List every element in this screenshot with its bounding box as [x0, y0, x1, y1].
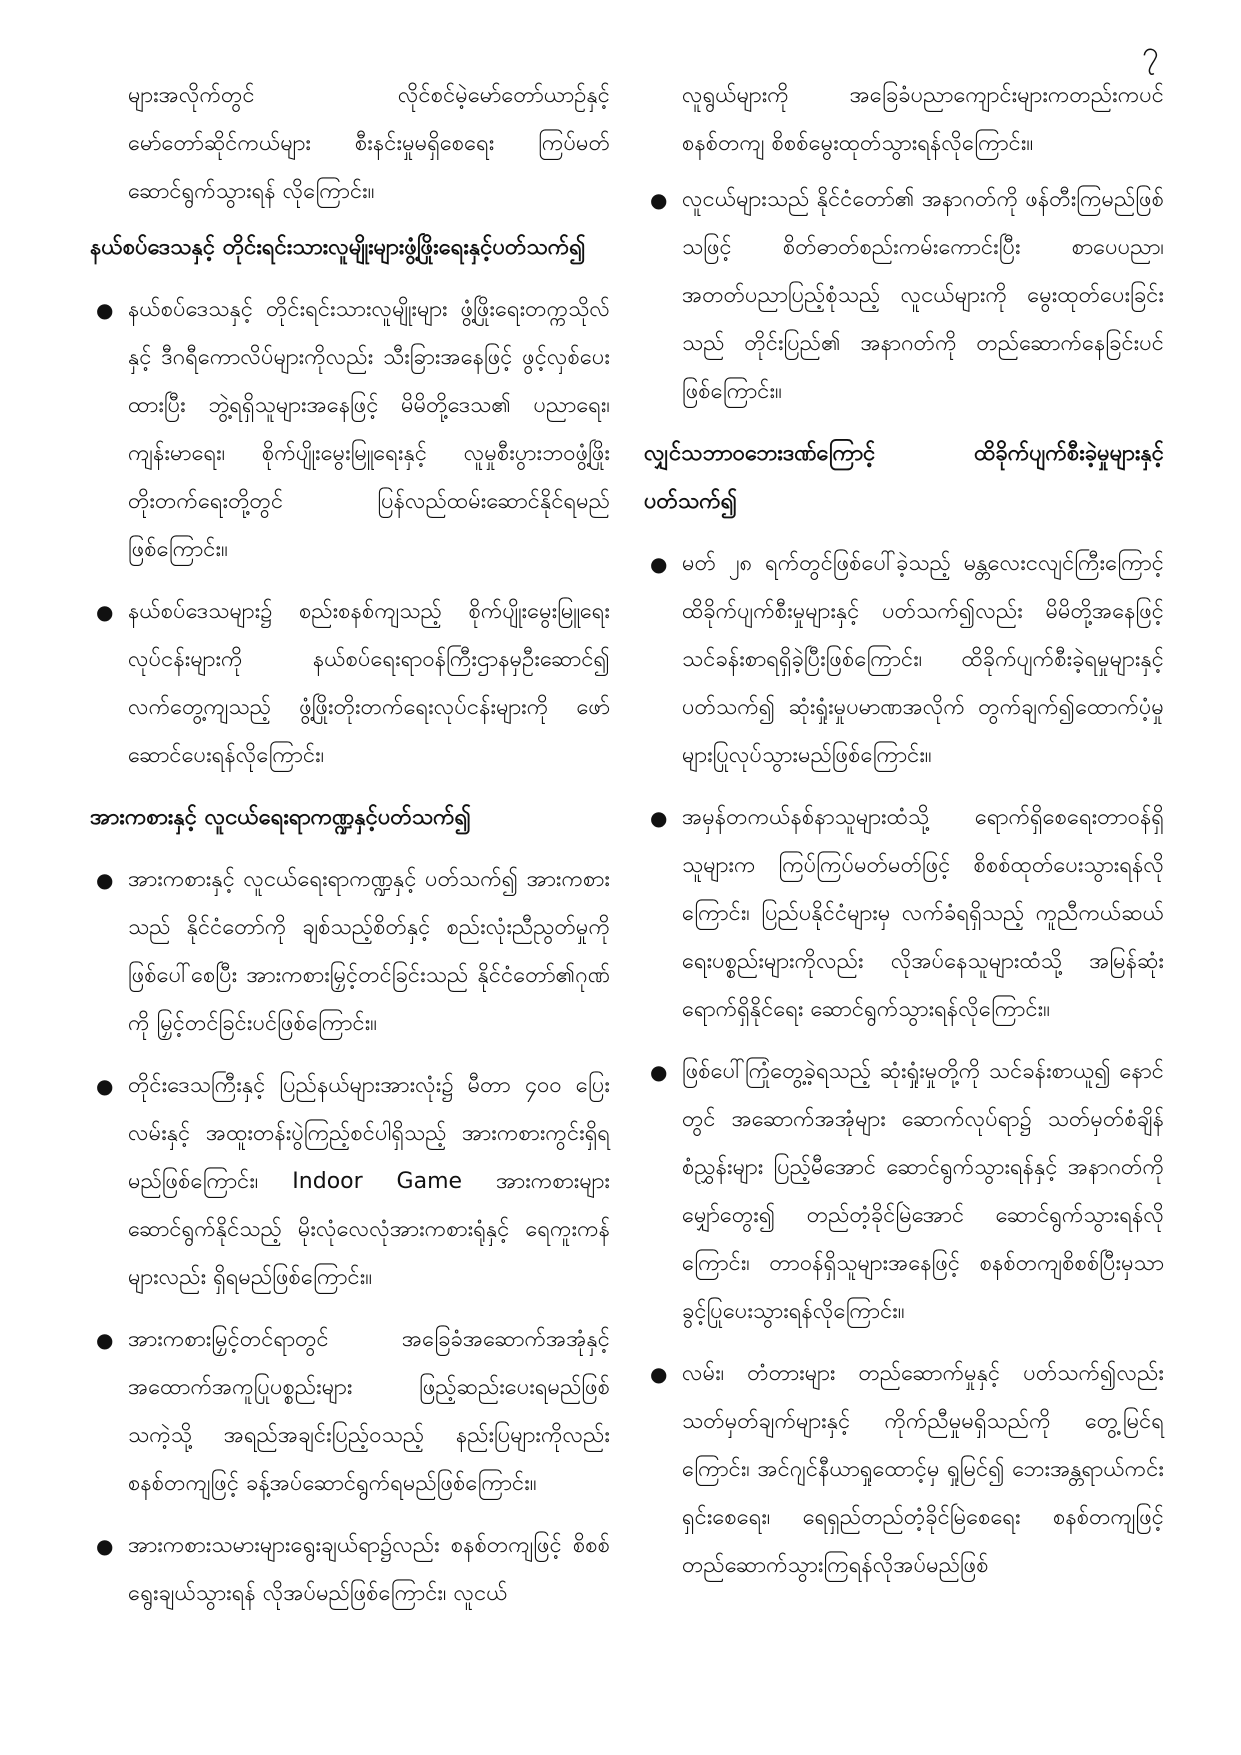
- bullet-icon: ●: [96, 600, 114, 624]
- list-item: [90, 856, 610, 1048]
- list-item-text: လမ်း၊ တံတားများ တည်ဆောက်မှုနှင့် ပတ်သက်၍လည်း သတ်မှတ်ချက်များနှင့် ကိုက်ညီမှုမရှိသည်ကို တွေ့မြင်ရကြောင်း၊ အင်ဂျင်နီယာရှုထောင့်မှ ရှုမြင်၍ ဘေးအန္တရာယ်ကင်းရှင်းစေရေး၊ ရေရှည်တည်တံ့ခိုင်မြဲစေရေး စနစ်တကျဖြင့် တည်ဆောက်သွားကြရန်လိုအပ်မည်ဖြစ်: [682, 1361, 1164, 1578]
- right-column: [644, 72, 1164, 1604]
- bullet-icon: ●: [96, 868, 114, 892]
- section-heading-sports-youth: အားကစားနှင့် လူငယ်ရေးရာကဏ္ဍနှင့်ပတ်သက်၍: [90, 805, 472, 830]
- bullet-list-earthquake: [644, 540, 1164, 1590]
- list-item-text: နယ်စပ်ဒေသနှင့် တိုင်းရင်းသားလူမျိုးများ ဖွံ့ဖြိုးရေးတက္ကသိုလ်နှင့် ဒီဂရီကောလိပ်များကိုလည်း သီးခြားအနေဖြင့် ဖွင့်လှစ်ပေးထားပြီး ဘွဲ့ရရှိသူများအနေဖြင့် မိမိတို့ဒေသ၏ ပညာရေး၊ ကျန်းမာရေး၊ စိုက်ပျိုးမွေးမြူရေးနှင့် လူမှုစီးပွားဘဝဖွံ့ဖြိုးတိုးတက်ရေးတို့တွင် ပြန်လည်ထမ်းဆောင်နိုင်ရမည်ဖြစ်ကြောင်း။: [128, 297, 610, 562]
- list-item: [90, 286, 610, 574]
- continuation-paragraph: များအလိုက်တွင် လိုင်စင်မဲ့မော်တော်ယာဉ်နှင့် မော်တော်ဆိုင်ကယ်များ စီးနင်းမှုမရှိစေရေး ကြပ်မတ်ဆောင်ရွက်သွားရန် လိုကြောင်း။: [128, 83, 610, 204]
- bullet-icon: ●: [96, 1534, 114, 1558]
- bullet-list-youth: [644, 176, 1164, 416]
- list-item-text: အားကစားသမားများရွေးချယ်ရာ၌လည်း စနစ်တကျဖြင့် စိစစ်ရွေးချယ်သွားရန် လိုအပ်မည်ဖြစ်ကြောင်း၊ လူငယ်: [128, 1533, 610, 1606]
- bullet-icon: ●: [650, 1362, 668, 1386]
- list-item-text: တိုင်းဒေသကြီးနှင့် ပြည်နယ်များအားလုံး၌ မီတာ ၄၀၀ ပြေးလမ်းနှင့် အထူးတန်းပွဲကြည့်စင်ပါရှိသည့် အားကစားကွင်းရှိရမည်ဖြစ်ကြောင်း၊ Indoor Game အားကစားများ ဆောင်ရွက်နိုင်သည့် မိုးလုံလေလုံအားကစားရုံနှင့် ရေကူးကန်များလည်း ရှိရမည်ဖြစ်ကြောင်း။: [128, 1073, 610, 1290]
- list-item: [90, 1522, 610, 1618]
- section-heading-earthquake: လျှင်သဘာဝဘေးဒဏ်ကြောင့် ထိခိုက်ပျက်စီးခဲ့မှုများနှင့်ပတ်သက်၍: [644, 441, 1164, 514]
- list-item-text: နယ်စပ်ဒေသများ၌ စည်းစနစ်ကျသည့် စိုက်ပျိုးမွေးမြူရေးလုပ်ငန်းများကို နယ်စပ်ရေးရာဝန်ကြီးဌာနမှဦးဆောင်၍ လက်တွေ့ကျသည့် ဖွံ့ဖြိုးတိုးတက်ရေးလုပ်ငန်းများကို ဖော်ဆောင်ပေးရန်လိုကြောင်း၊: [128, 599, 610, 768]
- list-item-text: ဖြစ်ပေါ်ကြုံတွေ့ခဲ့ရသည့် ဆုံးရှုံးမှုတို့ကို သင်ခန်းစာယူ၍ နောင်တွင် အဆောက်အအုံများ ဆောက်လုပ်ရာ၌ သတ်မှတ်စံချိန်စံညွှန်းများ ပြည့်မီအောင် ဆောင်ရွက်သွားရန်နှင့် အနာဂတ်ကို မျှော်တွေး၍ တည်တံ့ခိုင်မြဲအောင် ဆောင်ရွက်သွားရန်လိုကြောင်း၊ တာဝန်ရှိသူများအနေဖြင့် စနစ်တကျစိစစ်ပြီးမှသာ ခွင့်ပြုပေးသွားရန်လိုကြောင်း။: [682, 1059, 1164, 1324]
- bullet-icon: ●: [96, 1328, 114, 1352]
- bullet-icon: ●: [650, 1060, 668, 1084]
- list-item-text: အမှန်တကယ်နစ်နာသူများထံသို့ ရောက်ရှိစေရေးတာဝန်ရှိသူများက ကြပ်ကြပ်မတ်မတ်ဖြင့် စိစစ်ထုတ်ပေးသွားရန်လိုကြောင်း၊ ပြည်ပနိုင်ငံများမှ လက်ခံရရှိသည့် ကူညီကယ်ဆယ်ရေးပစ္စည်းများကိုလည်း လိုအပ်နေသူများထံသို့ အမြန်ဆုံးရောက်ရှိနိုင်ရေး ဆောင်ရွက်သွားရန်လိုကြောင်း။: [682, 805, 1164, 1022]
- bullet-icon: ●: [650, 552, 668, 576]
- list-item: [644, 1048, 1164, 1336]
- continuation-paragraph: လူရွယ်များကို အခြေခံပညာကျောင်းများကတည်းကပင် စနစ်တကျ စိစစ်မွေးထုတ်သွားရန်လိုကြောင်း။: [682, 83, 1164, 156]
- list-item-text: အားကစားမြှင့်တင်ရာတွင် အခြေခံအဆောက်အအုံနှင့် အထောက်အကူပြုပစ္စည်းများ ဖြည့်ဆည်းပေးရမည်ဖြစ်သကဲ့သို့ အရည်အချင်းပြည့်ဝသည့် နည်းပြများကိုလည်း စနစ်တကျဖြင့် ခန့်အပ်ဆောင်ရွက်ရမည်ဖြစ်ကြောင်း။: [128, 1327, 610, 1496]
- bullet-list-sports-youth: [90, 856, 610, 1618]
- list-item-text: မတ် ၂၈ ရက်တွင်ဖြစ်ပေါ်ခဲ့သည့် မန္တလေးငလျင်ကြီးကြောင့် ထိခိုက်ပျက်စီးမှုများနှင့် ပတ်သက်၍လည်း မိမိတို့အနေဖြင့် သင်ခန်းစာရရှိခဲ့ပြီးဖြစ်ကြောင်း၊ ထိခိုက်ပျက်စီးခဲ့ရမှုများနှင့်ပတ်သက်၍ ဆုံးရှုံးမှုပမာဏအလိုက် တွက်ချက်၍ထောက်ပံ့မှုများပြုလုပ်သွားမည်ဖြစ်ကြောင်း။: [682, 551, 1164, 768]
- bullet-list-border-areas: [90, 286, 610, 780]
- list-item: [644, 540, 1164, 780]
- left-column: [90, 72, 610, 1632]
- list-item: [644, 1350, 1164, 1590]
- list-item: [90, 1316, 610, 1508]
- list-item: [644, 176, 1164, 416]
- list-item: [90, 1062, 610, 1302]
- list-item: [644, 794, 1164, 1034]
- bullet-icon: ●: [650, 806, 668, 830]
- list-item: [90, 588, 610, 780]
- bullet-icon: ●: [650, 188, 668, 212]
- list-item-text: လူငယ်များသည် နိုင်ငံတော်၏ အနာဂတ်ကို ဖန်တီးကြမည်ဖြစ်သဖြင့် စိတ်ဓာတ်စည်းကမ်းကောင်းပြီး စာပေပညာ၊ အတတ်ပညာပြည့်စုံသည့် လူငယ်များကို မွေးထုတ်ပေးခြင်းသည် တိုင်းပြည်၏ အနာဂတ်ကို တည်ဆောက်နေခြင်းပင်ဖြစ်ကြောင်း။: [682, 187, 1164, 404]
- bullet-icon: ●: [96, 1074, 114, 1098]
- section-heading-border-areas: နယ်စပ်ဒေသနှင့် တိုင်းရင်းသားလူမျိုးများဖွံ့ဖြိုးရေးနှင့်ပတ်သက်၍: [90, 235, 586, 260]
- bullet-icon: ●: [96, 298, 114, 322]
- page-number: ၇: [1142, 35, 1159, 70]
- list-item-text: အားကစားနှင့် လူငယ်ရေးရာကဏ္ဍနှင့် ပတ်သက်၍ အားကစားသည် နိုင်ငံတော်ကို ချစ်သည့်စိတ်နှင့် စည်းလုံးညီညွတ်မှုကိုဖြစ်ပေါ်စေပြီး အားကစားမြှင့်တင်ခြင်းသည် နိုင်ငံတော်၏ဂုဏ်ကို မြှင့်တင်ခြင်းပင်ဖြစ်ကြောင်း။: [128, 867, 610, 1036]
